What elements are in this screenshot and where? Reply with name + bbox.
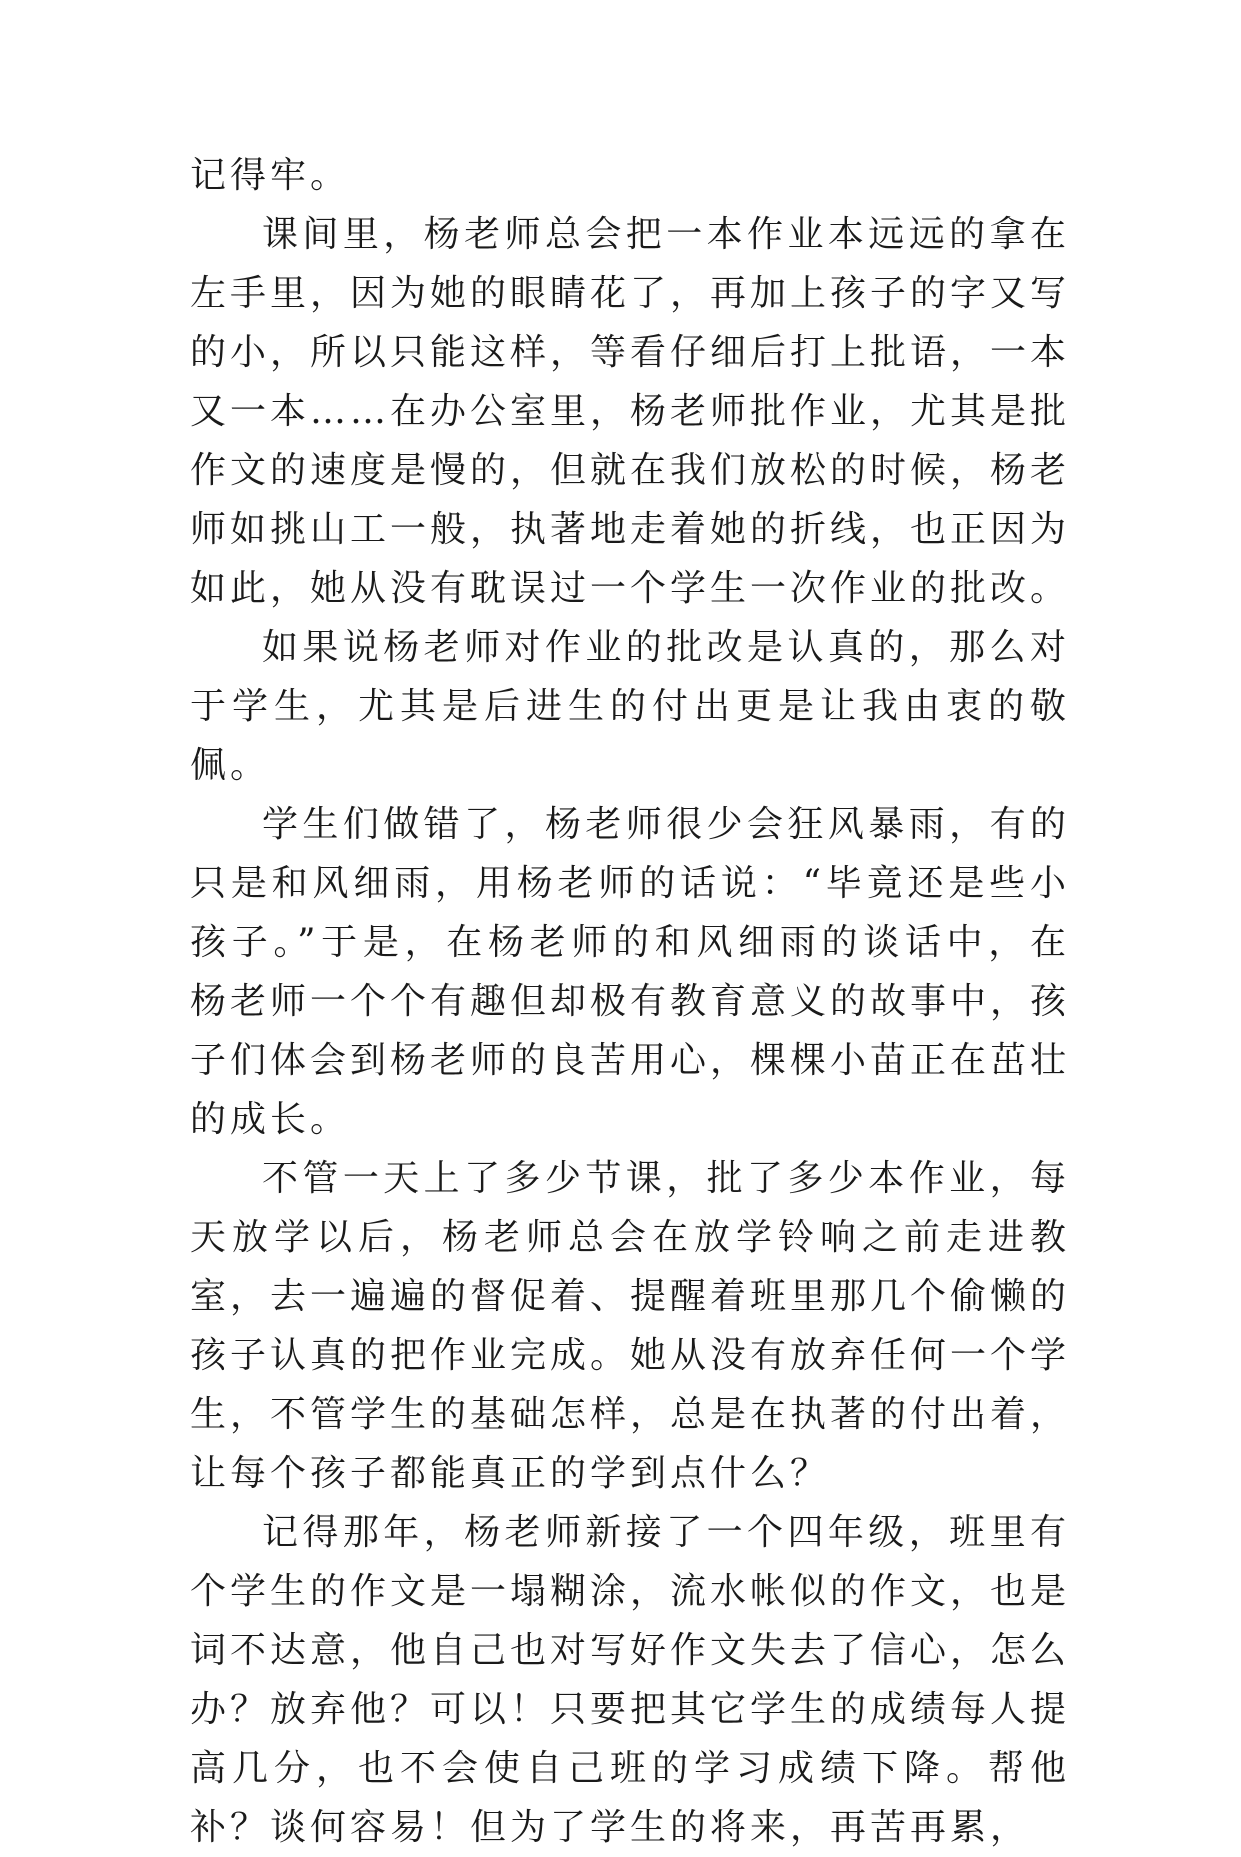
- paragraph-5: 不管一天上了多少节课，批了多少本作业，每天放学以后，杨老师总会在放学铃响之前走进教室，去一遍遍的督促着、提醒着班里那几个偷懒的孩子认真的把作业完成。她从没有放弃任何一个学生，不管学生的基础怎样，总是在执著的付出着，让每个孩子都能真正的学到点什么？: [190, 1158, 1071, 1494]
- paragraph-2: 课间里，杨老师总会把一本作业本远远的拿在左手里，因为她的眼睛花了，再加上孩子的字又写的小，所以只能这样，等看仔细后打上批语，一本又一本……在办公室里，杨老师批作业，尤其是批作文的速度是慢的，但就在我们放松的时候，杨老师如挑山工一般，执著地走着她的折线，也正因为如此，她从没有耽误过一个学生一次作业的批改。: [190, 214, 1071, 609]
- paragraph-3: 如果说杨老师对作业的批改是认真的，那么对于学生，尤其是后进生的付出更是让我由衷的敬佩。: [190, 627, 1070, 786]
- paragraph-4: 学生们做错了，杨老师很少会狂风暴雨，有的只是和风细雨，用杨老师的话说：“毕竟还是些小孩子。”于是，在杨老师的和风细雨的谈话中，在杨老师一个个有趣但却极有教育意义的故事中，孩子们体会到杨老师的良苦用心，棵棵小苗正在茁壮的成长。: [190, 804, 1071, 1140]
- paragraph-1: 记得牢。: [190, 155, 351, 196]
- document-body: [190, 146, 1070, 1857]
- paragraph-6: 记得那年，杨老师新接了一个四年级，班里有个学生的作文是一塌糊涂，流水帐似的作文，也是词不达意，他自己也对写好作文失去了信心，怎么办？放弃他？可以！只要把其它学生的成绩每人提高几分，也不会使自己班的学习成绩下降。帮他补？谈何容易！但为了学生的将来，再苦再累，: [190, 1512, 1071, 1848]
